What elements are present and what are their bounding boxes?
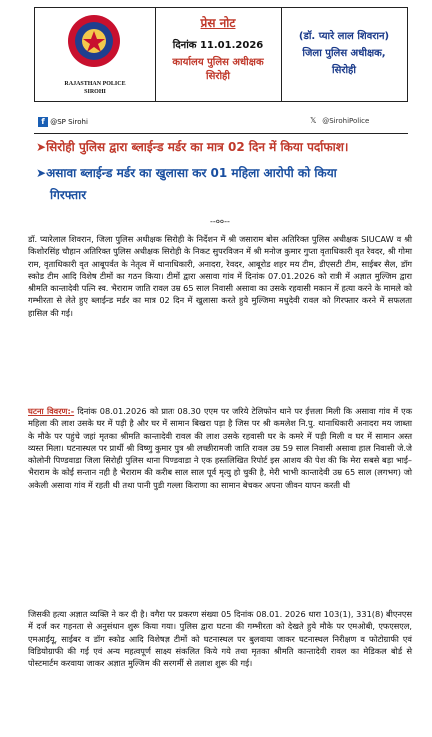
- headline-1: [36, 136, 416, 158]
- paragraph-investigation-team: डॉ. प्यारेलाल शिवरान, जिला पुलिस अधीक्षक सिरोही के निर्देशन में श्री जसाराम बोस अतिरिक्त पुलिस अधीक्षक SIUCAW व श्री किशोरसिंह चौहान अतिरिक्त पुलिस अधीक्षक सिरोही के निकट सुपरविजन में श्री मनोज कुमार गुप्ता वृताधिकारी वृत रेवदर, श्री गोमा राम, वृताधिकारी वृत आबूपर्वत के नेतृत्व में थानाधिकारी, अनादरा, रेवदर, आबूरोड शहर मय टीम, डीएसटी टीम, साईबर सैल, डॉग स्कोड टीम आदि विशेष टीमों का गठन किया। टीमों द्वारा असावा गांव में दिनांक 07.01.2026 को रात्री में अज्ञात मुल्जिम द्वारा श्रीमति कान्तादेवी पत्नि स्व. भैराराम जाति रावल उम्र 65 साल निवासी असावा का उसके रहवासी मकान में हत्या करने के मामले को गम्भीरता से लेते हुए ब्लाईन्ड मर्डर का मात्र 02 दिन में खुलासा करते हुये मुल्जिमा मधुदेवी रावल को गिरफ्तार करने में सफलता हासिल की गई।: [28, 234, 412, 318]
- headline-2-line2: गिरफ्तार: [50, 188, 87, 202]
- x-handle: [310, 117, 369, 125]
- incident-label: घटना विवरण:-: [28, 406, 75, 416]
- rajasthan-police-badge-icon: [67, 14, 121, 68]
- date-label: दिनांक: [172, 40, 197, 51]
- officer-line3: सिरोही: [332, 65, 356, 76]
- office-line1: कार्यालय पुलिस अधीक्षक: [172, 57, 264, 68]
- x-logo-icon: 𝕏: [310, 116, 317, 125]
- letterhead-officer-cell: [281, 8, 407, 101]
- arrow-icon: ➤: [36, 166, 47, 180]
- incident-text: दिनांक 08.01.2026 को प्रातः 08.30 एएम पर जरिये टेलिफोन थाने पर ईत्तला मिली कि असावा गांव में एक महिला की लाश उसके घर में पड़ी है और घर में सामान बिखरा पड़ा है जिस पर श्री कमलेश नि.पु. थानाधिकारी अनादरा मय जाब्ता के मौके पर पहुंचे जहां मृतका श्रीमति कान्तादेवी रावल की लाश उसके रहवासी घर के कमरे में पड़ी मिली व घर में सामान अस्त व्यस्त मिला। घटनास्थल पर प्रार्थी श्री विष्णु कुमार पुत्र श्री लच्छीरामजी जाति रावल उम्र 59 साल निवासी असावा हाल निवासी जे.जे कोलोनी पिण्डवाडा जिला सिरोही पुलिस थाना पिण्डवाडा ने एक हस्तलिखित रिपोर्ट इस आशय की पेश की कि मेरा सबसे बड़ा भाई–भैराराम के कोई सन्तान नही है भैराराम की करीब साल साल पूर्व मृत्यु हो चुकी है, मेरी भाभी कान्तादेवी उम्र 65 साल (लगभग) जो अकेली असावा गांव में रहती थी तथा पानी पुडी गल्ला किराणा का सामान बेचकर अपना जीवन यापन करती थी: [28, 406, 412, 490]
- police-label-line1: RAJASTHAN POLICE: [64, 81, 126, 87]
- headline-1-text: सिरोही पुलिस द्वारा ब्लाईन्ड मर्डर का मात्र 02 दिन में किया पर्दाफाश।: [46, 140, 349, 154]
- headline-2: [36, 162, 416, 206]
- police-label-line2: SIROHI: [84, 89, 106, 95]
- press-note-date: [155, 37, 281, 51]
- headline-2-line1: असावा ब्लाईन्ड मर्डर का खुलासा कर 01 महिला आरोपी को किया: [46, 166, 337, 180]
- press-note-title: प्रेस नोट: [200, 16, 236, 30]
- officer-line2: जिला पुलिस अधीक्षक,: [302, 48, 386, 59]
- paragraph-incident-details: [28, 405, 412, 491]
- police-label: [35, 80, 155, 96]
- date-value: 11.01.2026: [199, 40, 264, 51]
- officer-block: [281, 28, 407, 79]
- divider-top: [34, 133, 408, 134]
- separator: --००--: [210, 217, 230, 226]
- facebook-handle-text: @SP Sirohi: [50, 118, 88, 126]
- facebook-handle: [38, 117, 88, 127]
- arrow-icon: ➤: [36, 140, 47, 154]
- officer-line1: (डॉ. प्यारे लाल शिवरान): [298, 31, 390, 42]
- facebook-icon: f: [38, 117, 48, 127]
- x-handle-text: @SirohiPolice: [322, 117, 370, 125]
- letterhead-title-cell: [155, 8, 282, 101]
- office-name: [155, 56, 281, 84]
- letterhead: [34, 7, 408, 102]
- letterhead-logo-cell: [35, 8, 156, 101]
- office-line2: सिरोही: [206, 71, 230, 82]
- paragraph-case-registration: जिसकी हत्या अज्ञात व्यक्ति ने कर दी है। वगैरा पर प्रकरण संख्या 05 दिनांक 08.01. 2026 धारा 103(1), 331(8) बीएनएस में दर्ज कर गहनता से अनुसंधान शुरू किया गया। पुलिस द्वारा घटना की गम्भीरता को देखते हुये मौके पर एमओबी, एफएसएल, एमआईयू, साईबर व डॉग स्कोड आदि विशेषज्ञ टीमों को घटनास्थल पर बुलवाया जाकर घटनास्थल निरीक्षण व फोटोग्राफी एवं विडियोग्राफी की गई एवं अन्य महत्वपूर्ण साक्ष्य संकलित किये गये तथा मृतका श्रीमति कान्तादेवी रावल का मेडिकल बोर्ड से पोस्टमार्टम करवाया जाकर अज्ञात मुल्जिम की सरगर्मी से तलाश शुरू की गई।: [28, 609, 412, 669]
